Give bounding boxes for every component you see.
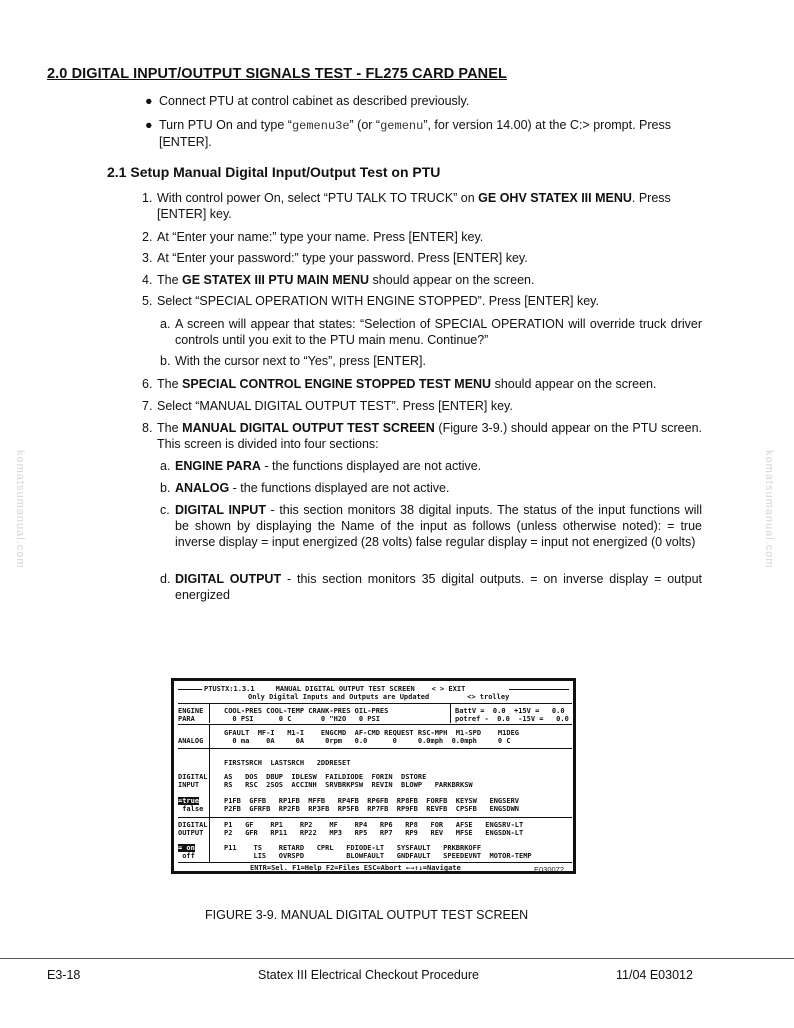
digital-output-names: P11 TS RETARD CPRL FDIODE-LT SYSFAULT PRKBRKOFF [224,844,482,852]
bullet-dot: ● [145,94,153,108]
bullet-text: Connect PTU at control cabinet as described previously. [159,94,470,108]
digital-output-label: OUTPUT [178,829,204,837]
digital-input-names: RS RSC 2SOS ACCINH SRVBRKPSW REVIN BLOWP PARKBRKSW [224,781,473,789]
digital-output-names: P1 GF RP1 RP2 MF RP4 RP6 RP8 FOR AFSE ENGSRV-LT [224,821,524,829]
document-title: Statex III Electrical Checkout Procedure [258,968,479,982]
battery-values: BattV = 0.0 +15V = 0.0 [455,707,565,715]
document-code: 11/04 E03012 [616,968,693,982]
figure-id: E030072 [534,865,565,874]
digital-output-names: LIS OVRSPD BLOWFAULT GNDFAULT SPEEDEVNT MOTOR-TEMP [224,852,532,860]
screen-title: PTUSTX:1.3.1 MANUAL DIGITAL OUTPUT TEST SCREEN < > EXIT [204,685,466,693]
search-row: FIRSTSRCH LASTSRCH 2DDRESET [224,759,351,767]
analog-values: GFAULT MF-I M1-I ENGCMD AF-CMD REQUEST RSC-MPH M1-SPD M1DEG [224,729,520,737]
digital-input-label: DIGITAL [178,773,208,781]
true-legend: =true [178,797,200,805]
engine-values: 0 PSI 0 C 0 "H2O 0 PSI [224,715,380,723]
engine-label: ENGINE [178,707,204,715]
off-legend: off [178,852,195,860]
command-code: gemenu3e [291,119,350,133]
on-legend: = on [178,844,195,852]
engine-label: PARA [178,715,195,723]
page-number: E3-18 [47,968,81,982]
battery-values: potref - 0.0 -15V = 0.0 [455,715,569,723]
digital-input-label: INPUT [178,781,200,789]
false-legend: false [178,805,204,813]
help-row: ENTR=Sel. F1=Help F2=Files ESC=Abort ←→↑↓=Navigate [250,864,461,872]
analog-values: 0 ma 0A 0A 0rpm 0.0 0 0.0mph 0.0mph 0 C [224,737,511,745]
command-code: gemenu [380,119,424,133]
screen-subtitle: Only Digital Inputs and Outputs are Updated <> trolley [248,693,510,701]
digital-input-names: AS DOS DBUP IDLESW FAILDIODE FORIN DSTORE [224,773,427,781]
section-title: 2.0 DIGITAL INPUT/OUTPUT SIGNALS TEST - FL275 CARD PANEL [47,66,507,82]
engine-values: COOL-PRES COOL-TEMP CRANK-PRES OIL-PRES [224,707,389,715]
bullet-text: Turn PTU On and type “gemenu3e” (or “gemenu”, for version 14.00) at the C:> prompt. Press [ENTER]. [159,118,672,149]
digital-output-names: P2 GFR RP11 RP22 MP3 RP5 RP7 RP9 REV MFSE ENGSDN-LT [224,829,524,837]
ptu-screen-figure [171,678,576,874]
watermark-left: komatsumanual.com [14,450,26,569]
digital-input-names: P1FB GFFB RP1FB MFFB RP4FB RP6FB RP8FB FORFB KEYSW ENGSERV [224,797,520,805]
footer-divider [0,958,794,959]
figure-caption: FIGURE 3-9. MANUAL DIGITAL OUTPUT TEST SCREEN [205,908,529,922]
subsection-title: 2.1 Setup Manual Digital Input/Output Test on PTU [107,164,441,180]
digital-input-names: P2FB GFRFB RP2FB RP3FB RP5FB RP7FB RP9FB REVFB CPSFB ENGSDWN [224,805,520,813]
watermark-right: komatsumanual.com [763,450,775,569]
digital-output-label: DIGITAL [178,821,208,829]
bullet-dot: ● [145,118,153,132]
analog-label: ANALOG [178,737,204,745]
